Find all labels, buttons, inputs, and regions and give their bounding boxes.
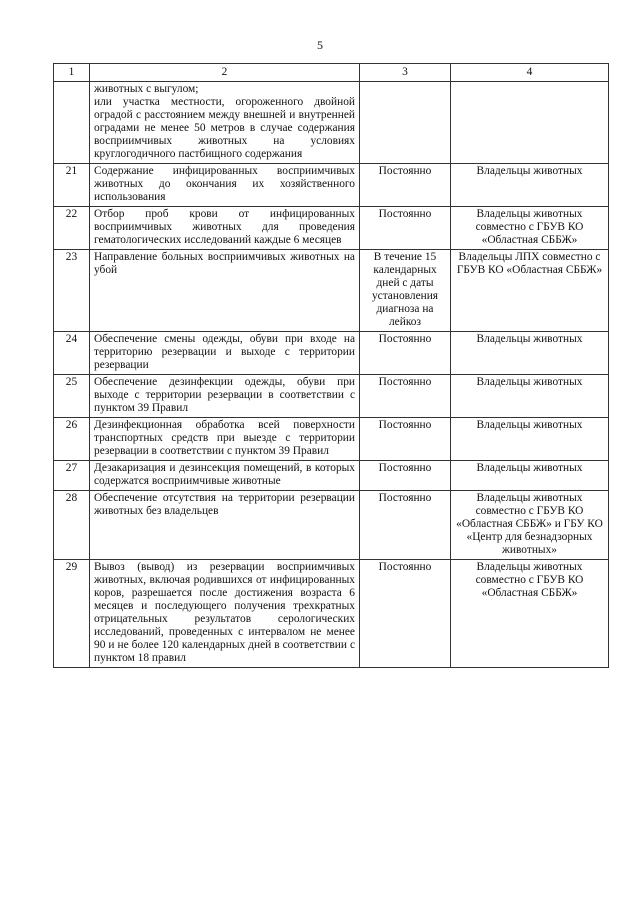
table-row <box>54 250 609 332</box>
row-who: Владельцы животных <box>451 461 609 491</box>
row-number: 24 <box>54 332 90 375</box>
row-when: Постоянно <box>360 207 451 250</box>
table-row <box>54 375 609 418</box>
row-who: Владельцы животных совместно с ГБУВ КО «Областная СББЖ» и ГБУ КО «Центр для безнадзорных животных» <box>451 491 609 560</box>
row-number: 26 <box>54 418 90 461</box>
table-row <box>54 332 609 375</box>
row-who: Владельцы животных <box>451 375 609 418</box>
table-header-row <box>54 64 609 82</box>
header-col-1: 1 <box>54 64 90 82</box>
continuation-line: животных с выгулом; <box>94 83 199 95</box>
row-who: Владельцы ЛПХ совместно с ГБУВ КО «Областная СББЖ» <box>451 250 609 332</box>
table-row <box>54 560 609 668</box>
table-row <box>54 418 609 461</box>
row-number: 25 <box>54 375 90 418</box>
row-measure: Вывоз (вывод) из резервации восприимчивых животных, включая родившихся от инфицированных коров, разрешается после достижения возраста 6 месяцев и последующего получения трехкратных отрицательных результатов серологических исследований, проведенных с интервалом не менее 90 и не более 120 календарных дней в соответствии с пунктом 18 правил <box>90 560 360 668</box>
table-row <box>54 207 609 250</box>
row-number: 21 <box>54 164 90 207</box>
row-number: 27 <box>54 461 90 491</box>
row-measure: Обеспечение смены одежды, обуви при входе на территорию резервации и выходе с территории резервации <box>90 332 360 375</box>
measures-table <box>53 63 609 668</box>
row-number: 28 <box>54 491 90 560</box>
row-who: Владельцы животных <box>451 164 609 207</box>
row-when: Постоянно <box>360 560 451 668</box>
header-col-3: 3 <box>360 64 451 82</box>
row-measure: Обеспечение отсутствия на территории резервации животных без владельцев <box>90 491 360 560</box>
header-col-4: 4 <box>451 64 609 82</box>
row-measure: Содержание инфицированных восприимчивых животных до окончания их хозяйственного использования <box>90 164 360 207</box>
row-when: Постоянно <box>360 491 451 560</box>
row-who: Владельцы животных <box>451 332 609 375</box>
row-measure: Направление больных восприимчивых животных на убой <box>90 250 360 332</box>
row-measure: Отбор проб крови от инфицированных восприимчивых животных для проведения гематологических исследований каждые 6 месяцев <box>90 207 360 250</box>
row-when: Постоянно <box>360 375 451 418</box>
row-when: Постоянно <box>360 164 451 207</box>
row-when: Постоянно <box>360 332 451 375</box>
table-row <box>54 461 609 491</box>
row-measure: Дезинфекционная обработка всей поверхности транспортных средств при выезде с территории резервации в соответствии с пунктом 39 Правил <box>90 418 360 461</box>
row-who: Владельцы животных <box>451 418 609 461</box>
row-who: Владельцы животных совместно с ГБУВ КО «Областная СББЖ» <box>451 207 609 250</box>
row-who <box>451 82 609 164</box>
row-measure: Дезакаризация и дезинсекция помещений, в которых содержатся восприимчивые животные <box>90 461 360 491</box>
row-when <box>360 82 451 164</box>
row-measure <box>90 82 360 164</box>
row-number: 22 <box>54 207 90 250</box>
row-number: 29 <box>54 560 90 668</box>
row-when: Постоянно <box>360 418 451 461</box>
row-number <box>54 82 90 164</box>
continuation-row <box>54 82 609 164</box>
header-col-2: 2 <box>90 64 360 82</box>
row-who: Владельцы животных совместно с ГБУВ КО «Областная СББЖ» <box>451 560 609 668</box>
table-row <box>54 491 609 560</box>
page-number: 5 <box>317 38 323 52</box>
row-when: В течение 15 календарных дней с даты установления диагноза на лейкоз <box>360 250 451 332</box>
row-measure: Обеспечение дезинфекции одежды, обуви при выходе с территории резервации в соответствии с пунктом 39 Правил <box>90 375 360 418</box>
row-when: Постоянно <box>360 461 451 491</box>
continuation-line: или участка местности, огороженного двойной оградой с расстоянием между внешней и внутренней оградами не менее 50 метров в случае содержания восприимчивых животных на условиях круглогодичного пастбищного содержания <box>94 96 355 160</box>
row-number: 23 <box>54 250 90 332</box>
table-row <box>54 164 609 207</box>
